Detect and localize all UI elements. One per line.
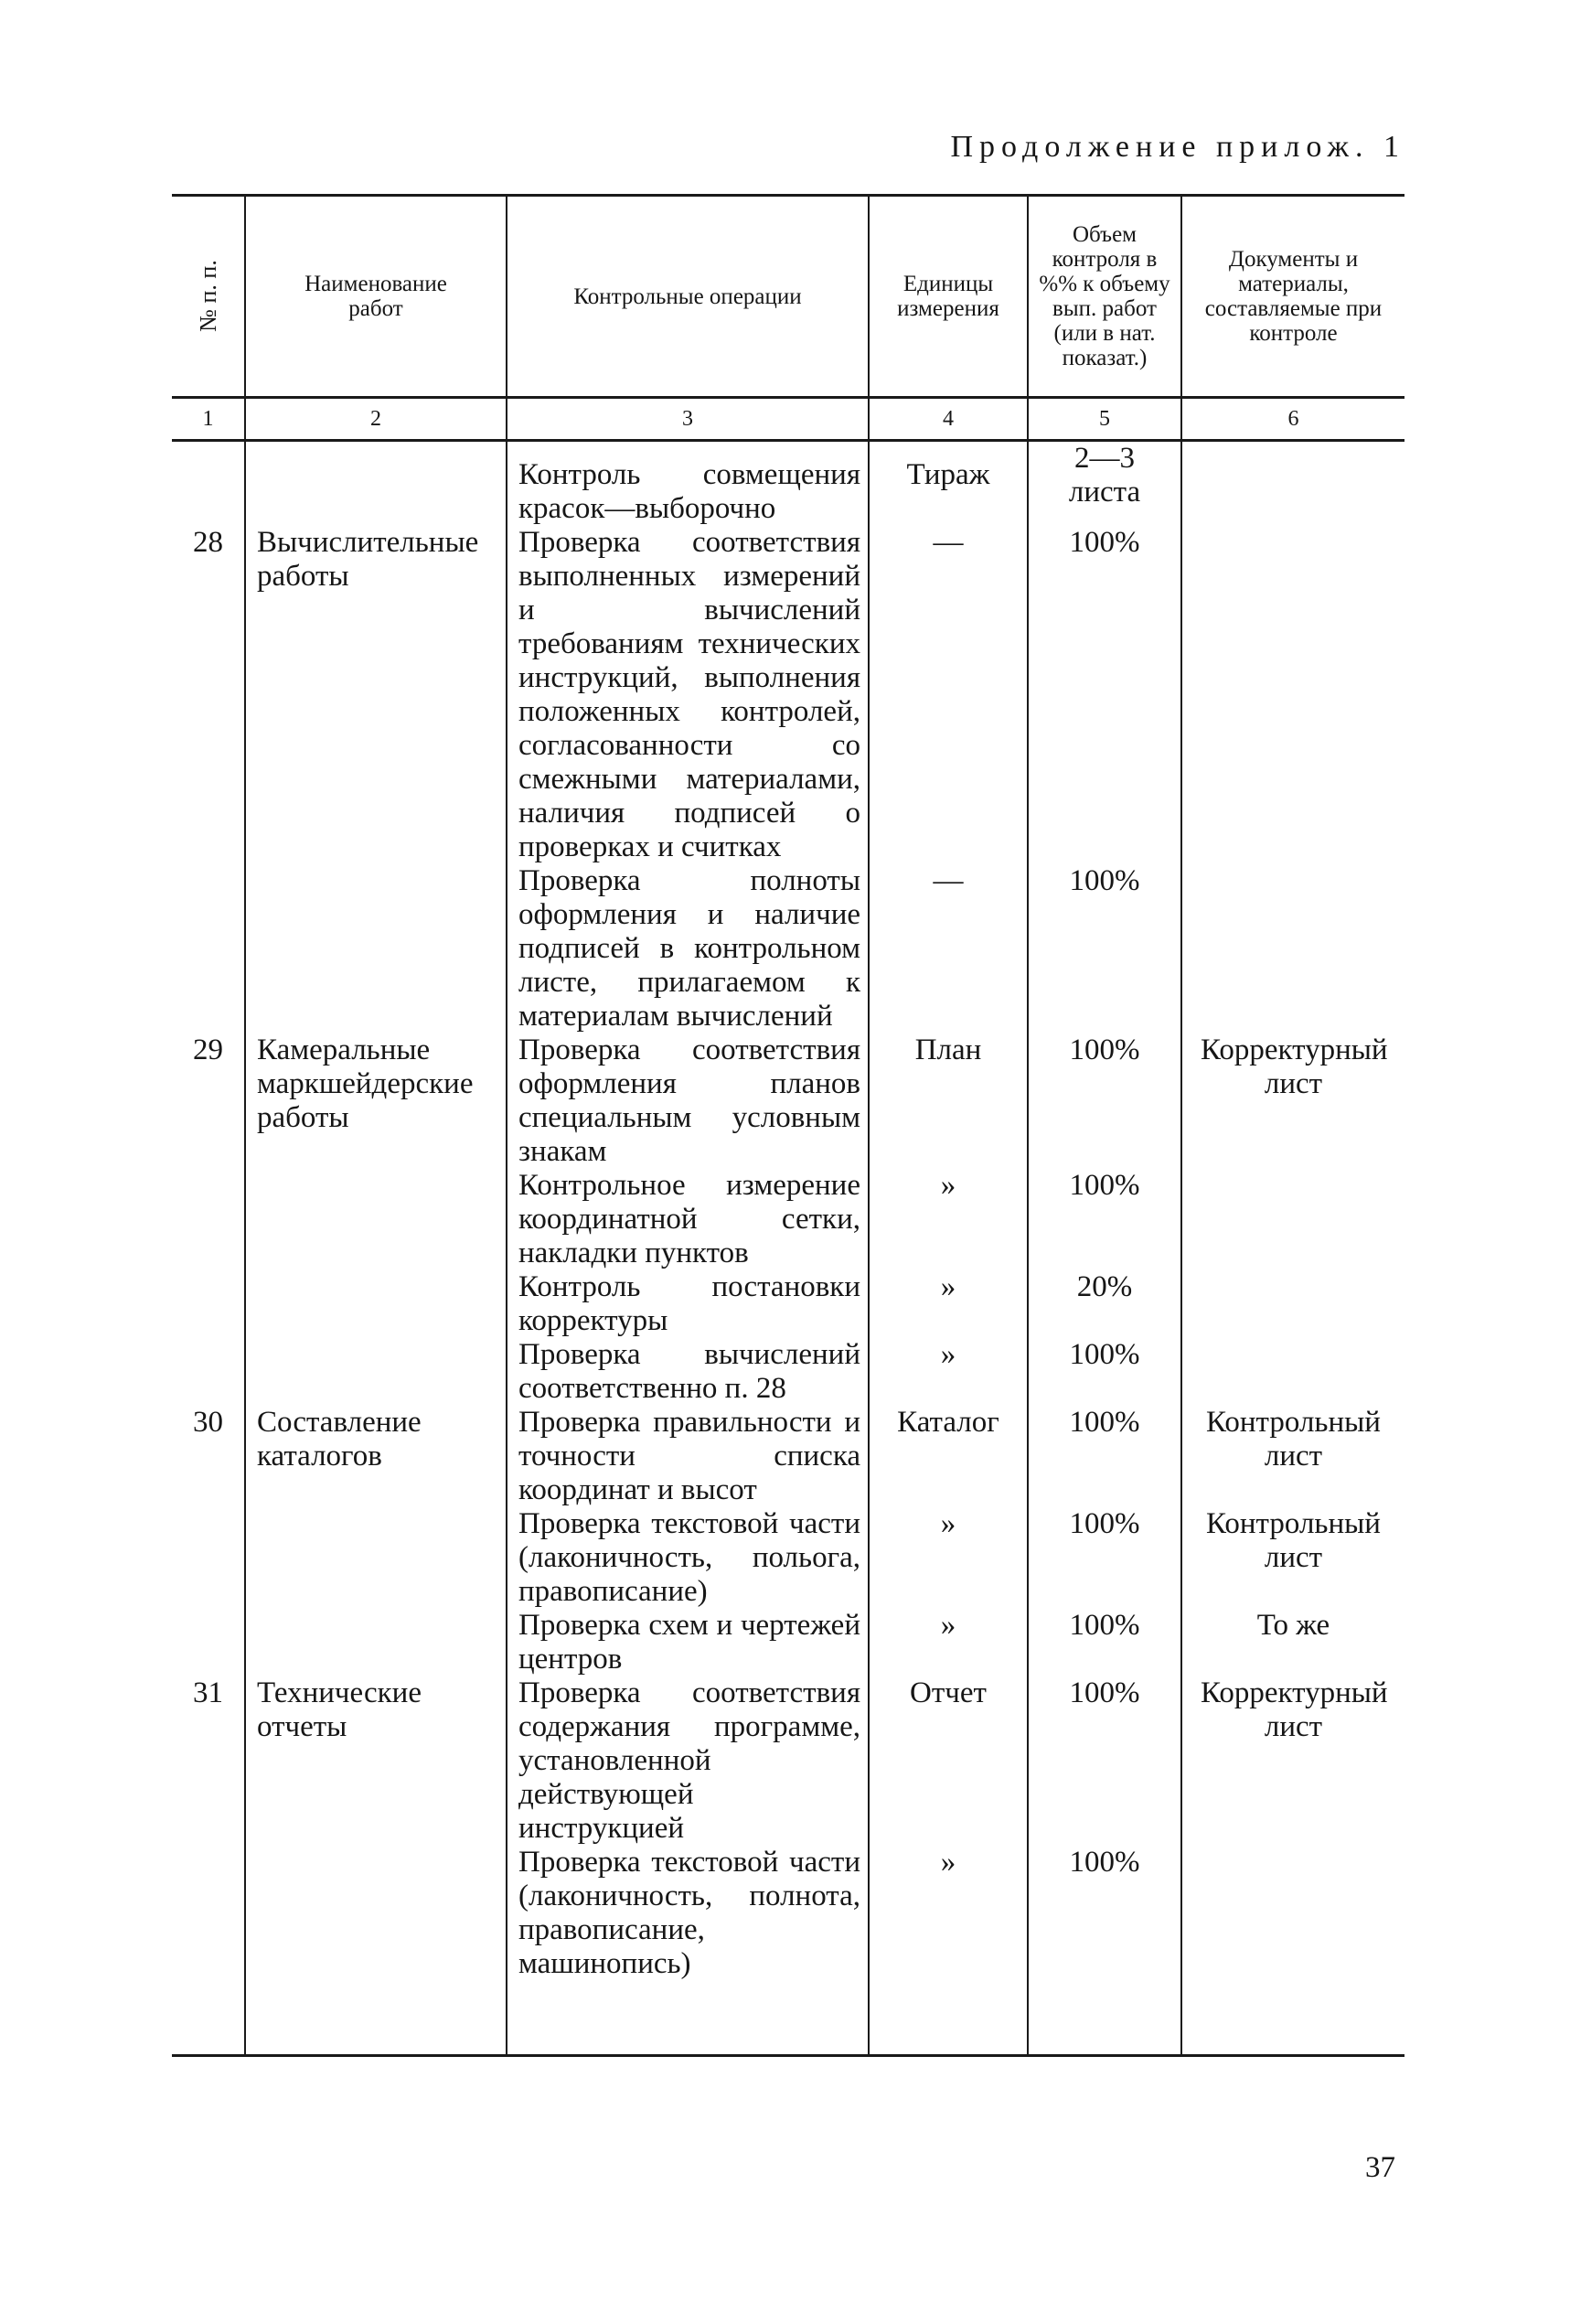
control-volume: 100%	[1028, 1846, 1181, 2056]
documents: Контрольный лист	[1181, 1507, 1404, 1609]
control-volume: 2—3 листа	[1028, 441, 1181, 527]
control-volume: 100%	[1028, 1169, 1181, 1270]
control-operation: Проверка схем и чертежей центров	[507, 1609, 869, 1676]
table-row	[172, 1338, 1404, 1406]
control-volume: 100%	[1028, 1338, 1181, 1406]
page-number: 37	[1365, 2151, 1395, 2184]
table-row	[172, 864, 1404, 1033]
control-volume: 100%	[1028, 1507, 1181, 1609]
row-number	[172, 864, 245, 1033]
work-name	[245, 864, 507, 1033]
table-row	[172, 526, 1404, 864]
header-control-volume: Объем контроля в %% к объему вып. работ (или в нат. показат.)	[1028, 196, 1181, 398]
documents	[1181, 1169, 1404, 1270]
unit: План	[869, 1033, 1028, 1169]
row-number: 30	[172, 1406, 245, 1507]
documents	[1181, 864, 1404, 1033]
header-units: Единицы измерения	[869, 196, 1028, 398]
control-operation: Проверка вычислений соответственно п. 28	[507, 1338, 869, 1406]
unit: »	[869, 1169, 1028, 1270]
column-number: 1	[172, 398, 245, 441]
continuation-heading: Продолжение прилож. 1	[950, 130, 1405, 164]
column-number: 4	[869, 398, 1028, 441]
unit: »	[869, 1270, 1028, 1338]
row-number: 31	[172, 1676, 245, 1846]
table-row	[172, 1676, 1404, 1846]
unit: Тираж	[869, 441, 1028, 527]
unit: »	[869, 1846, 1028, 2056]
unit: »	[869, 1609, 1028, 1676]
control-volume: 20%	[1028, 1270, 1181, 1338]
work-name: Технические отчеты	[245, 1676, 507, 1846]
column-number: 6	[1181, 398, 1404, 441]
header-number: № п. п.	[172, 196, 245, 398]
table-row	[172, 1406, 1404, 1507]
table-row	[172, 1846, 1404, 2056]
row-number	[172, 1169, 245, 1270]
row-number	[172, 1609, 245, 1676]
documents	[1181, 441, 1404, 527]
row-number	[172, 1338, 245, 1406]
unit: »	[869, 1338, 1028, 1406]
documents: Контрольный лист	[1181, 1406, 1404, 1507]
documents: Корректурный лист	[1181, 1676, 1404, 1846]
column-number-row	[172, 398, 1404, 441]
work-name: Камеральные маркшейдерские работы	[245, 1033, 507, 1169]
work-name	[245, 1338, 507, 1406]
documents	[1181, 1270, 1404, 1338]
control-volume: 100%	[1028, 1406, 1181, 1507]
table-row	[172, 1270, 1404, 1338]
control-volume: 100%	[1028, 1676, 1181, 1846]
unit: »	[869, 1507, 1028, 1609]
documents	[1181, 1338, 1404, 1406]
control-operation: Проверка соответствия выполненных измерений и вычислений требованиям технических инструкций, выполнения положенных контролей, согласованности со смежными материалами, наличия подписей о проверках и считках	[507, 526, 869, 864]
unit: —	[869, 864, 1028, 1033]
row-number	[172, 1507, 245, 1609]
row-number	[172, 1270, 245, 1338]
row-number: 29	[172, 1033, 245, 1169]
column-number: 2	[245, 398, 507, 441]
table-row	[172, 1609, 1404, 1676]
table-header-row	[172, 196, 1404, 398]
control-operation: Проверка правильности и точности списка координат и высот	[507, 1406, 869, 1507]
control-operation: Контроль совмещения красок—выборочно	[507, 441, 869, 527]
documents	[1181, 1846, 1404, 2056]
work-name	[245, 441, 507, 527]
column-number: 5	[1028, 398, 1181, 441]
control-volume: 100%	[1028, 864, 1181, 1033]
work-name	[245, 1270, 507, 1338]
control-table	[172, 194, 1404, 2057]
header-documents: Документы и материалы, составляемые при контроле	[1181, 196, 1404, 398]
control-operation: Проверка соответствия оформления планов специальным условным знакам	[507, 1033, 869, 1169]
control-operation: Проверка соответствия содержания программе, установленной действующей инструкцией	[507, 1676, 869, 1846]
documents: То же	[1181, 1609, 1404, 1676]
table-row	[172, 1507, 1404, 1609]
work-name	[245, 1609, 507, 1676]
unit: Отчет	[869, 1676, 1028, 1846]
header-control-operations: Контрольные операции	[507, 196, 869, 398]
work-name	[245, 1507, 507, 1609]
column-number: 3	[507, 398, 869, 441]
work-name	[245, 1846, 507, 2056]
work-name: Составление каталогов	[245, 1406, 507, 1507]
control-operation: Контроль постановки корректуры	[507, 1270, 869, 1338]
row-number: 28	[172, 526, 245, 864]
unit: Каталог	[869, 1406, 1028, 1507]
documents: Корректурный лист	[1181, 1033, 1404, 1169]
row-number	[172, 1846, 245, 2056]
control-operation: Контрольное измерение координатной сетки, накладки пунктов	[507, 1169, 869, 1270]
control-volume: 100%	[1028, 1033, 1181, 1169]
control-operation: Проверка текстовой части (лаконичность, полнота, правописание, машинопись)	[507, 1846, 869, 2056]
unit: —	[869, 526, 1028, 864]
work-name	[245, 1169, 507, 1270]
control-volume: 100%	[1028, 526, 1181, 864]
table-row	[172, 1033, 1404, 1169]
work-name: Вычислительные работы	[245, 526, 507, 864]
control-operation: Проверка полноты оформления и наличие подписей в контрольном листе, прилагаемом к материалам вычислений	[507, 864, 869, 1033]
control-volume: 100%	[1028, 1609, 1181, 1676]
header-work-name: Наименование работ	[245, 196, 507, 398]
documents	[1181, 526, 1404, 864]
table-row	[172, 1169, 1404, 1270]
control-operation: Проверка текстовой части (лаконичность, польога, правописание)	[507, 1507, 869, 1609]
row-number	[172, 441, 245, 527]
table-row	[172, 441, 1404, 527]
